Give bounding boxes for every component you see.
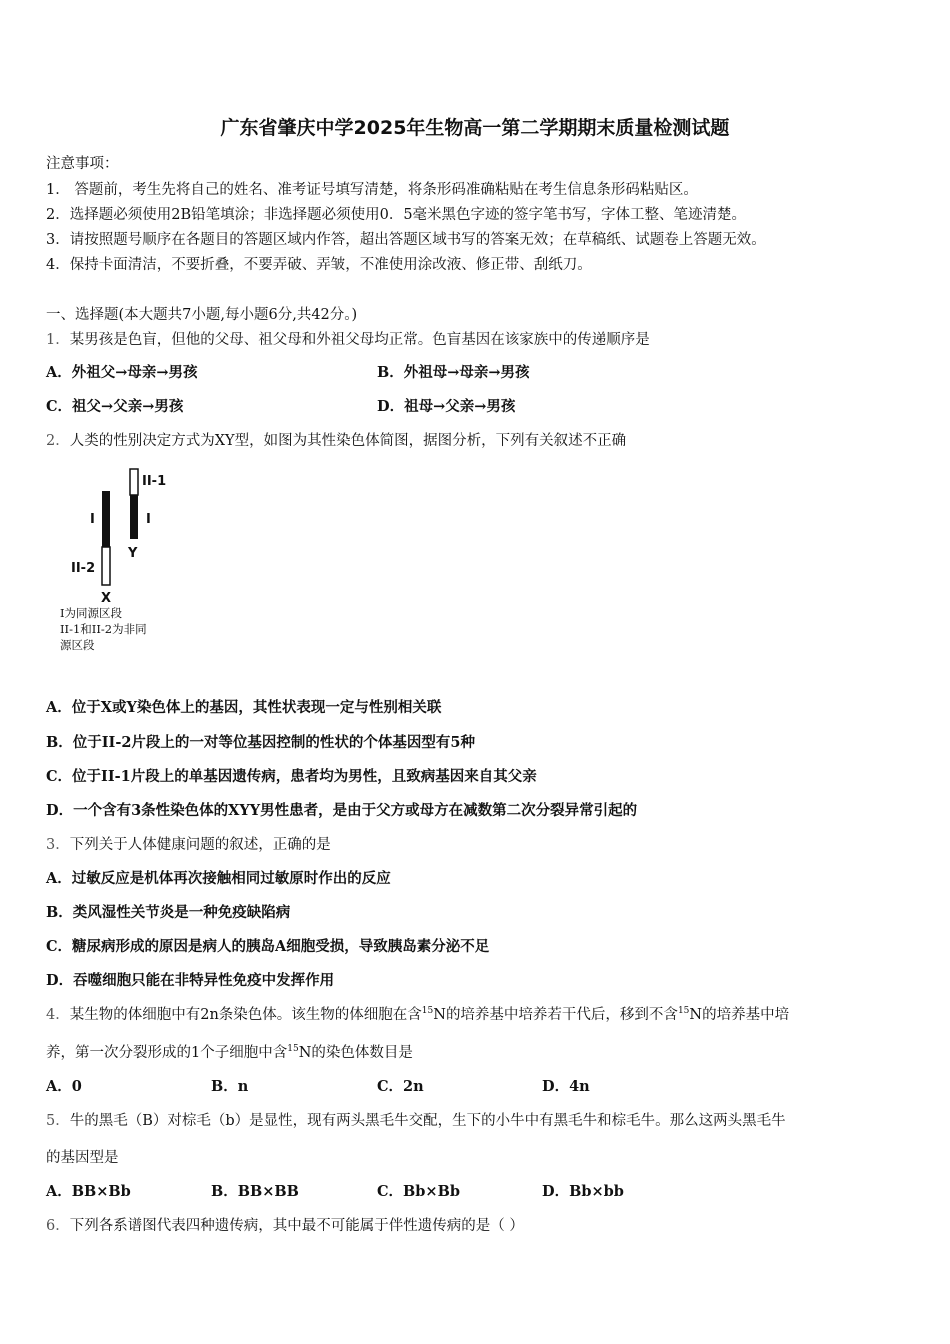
- x-chromosome-nonhomologous-segment: [102, 547, 110, 585]
- question-text: 下列各系谱图代表四种遗传病，其中最不可能属于伴性遗传病的是（ ）: [69, 1218, 524, 1234]
- question-2-stem: [46, 429, 626, 450]
- section-heading: 一、选择题(本大题共7小题,每小题6分,共42分。): [46, 307, 358, 323]
- isotope-mass-number: 15: [287, 1044, 299, 1055]
- q3-option-d: D．吞噬细胞只能在非特异性免疫中发挥作用: [46, 972, 335, 989]
- question-3-stem: [46, 833, 331, 854]
- question-text: 下列关于人体健康问题的叙述，正确的是: [69, 837, 331, 853]
- q5-option-d: D．Bb×bb: [542, 1183, 624, 1200]
- question-1-stem: [46, 328, 650, 349]
- question-text: 某生物的体细胞中有2n条染色体。该生物的体细胞在含: [69, 1007, 422, 1023]
- q4-option-d: D．4n: [542, 1078, 590, 1095]
- q3-option-b: B．类风湿性关节炎是一种免疫缺陷病: [46, 904, 291, 921]
- question-5-stem-continued: 的基因型是: [46, 1150, 119, 1166]
- sex-chromosome-diagram: [60, 465, 200, 665]
- question-text: N的培养基中培养若干代后，移到不含: [433, 1007, 678, 1023]
- isotope-mass-number: 15: [421, 1006, 434, 1017]
- q4-option-c: C．2n: [377, 1078, 424, 1095]
- legend-note-2: II-1和II-2为非同: [60, 622, 147, 636]
- notice-item-2: 2．选择题必须使用2B铅笔填涂；非选择题必须使用0．5毫米黑色字迹的签字笔书写，字体工整、笔迹清楚。: [46, 207, 747, 223]
- q5-option-c: C．Bb×Bb: [377, 1183, 460, 1200]
- label-x: X: [101, 591, 112, 606]
- question-5-stem: [46, 1109, 786, 1130]
- question-4-stem-continued: [46, 1041, 413, 1062]
- q5-option-a: A．BB×Bb: [46, 1183, 131, 1200]
- question-number: 6．: [46, 1218, 70, 1234]
- q2-option-c: C．位于II-1片段上的单基因遗传病，患者均为男性，且致病基因来自其父亲: [46, 768, 537, 785]
- x-chromosome-homologous-segment: [102, 491, 110, 547]
- label-i-y: I: [146, 512, 151, 527]
- label-y: Y: [128, 546, 138, 561]
- question-text: N的培养基中培: [689, 1007, 790, 1023]
- legend-note-3: 源区段: [60, 638, 95, 652]
- label-i-x: I: [90, 512, 95, 527]
- isotope-mass-number: 15: [677, 1006, 690, 1017]
- question-text: 某男孩是色盲，但他的父母、祖父母和外祖父母均正常。色盲基因在该家族中的传递顺序是: [69, 332, 650, 348]
- q1-option-c: C．祖父→父亲→男孩: [46, 398, 184, 415]
- question-number: 5．: [46, 1113, 70, 1129]
- q4-option-b: B．n: [211, 1078, 249, 1095]
- q3-option-c: C．糖尿病形成的原因是病人的胰岛A细胞受损，导致胰岛素分泌不足: [46, 938, 490, 955]
- question-6-stem: [46, 1214, 524, 1235]
- q1-option-d: D．祖母→父亲→男孩: [377, 398, 516, 415]
- page-title: 广东省肇庆中学2025年生物高一第二学期期末质量检测试题: [220, 117, 730, 139]
- question-number: 4．: [46, 1007, 70, 1023]
- q2-option-d: D．一个含有3条性染色体的XYY男性患者，是由于父方或母方在减数第二次分裂异常引起的: [46, 802, 638, 819]
- question-4-stem: [46, 1003, 789, 1024]
- notice-item-4: 4．保持卡面清洁，不要折叠，不要弄破、弄皱，不准使用涂改液、修正带、刮纸刀。: [46, 257, 592, 273]
- q2-option-b: B．位于II-2片段上的一对等位基因控制的性状的个体基因型有5种: [46, 734, 476, 751]
- question-text: N的染色体数目是: [298, 1045, 413, 1061]
- q2-option-a: A．位于X或Y染色体上的基因，其性状表现一定与性别相关联: [46, 699, 442, 716]
- notice-item-3: 3．请按照题号顺序在各题目的答题区域内作答，超出答题区域书写的答案无效；在草稿纸、试题卷上答题无效。: [46, 232, 766, 248]
- y-chromosome-nonhomologous-segment: [130, 469, 138, 495]
- q1-option-b: B．外祖母→母亲→男孩: [377, 364, 530, 381]
- question-number: 3．: [46, 837, 70, 853]
- question-text: 人类的性别决定方式为XY型，如图为其性染色体简图，据图分析，下列有关叙述不正确: [69, 433, 627, 449]
- question-text: 养，第一次分裂形成的1个子细胞中含: [46, 1045, 288, 1061]
- notice-heading: 注意事项：: [46, 156, 119, 172]
- notice-item-1: 1． 答题前，考生先将自己的姓名、准考证号填写清楚，将条形码准确粘贴在考生信息条形码粘贴区。: [46, 182, 698, 198]
- label-ii-2: II-2: [71, 561, 96, 576]
- q3-option-a: A．过敏反应是机体再次接触相同过敏原时作出的反应: [46, 870, 391, 887]
- q1-option-a: A．外祖父→母亲→男孩: [46, 364, 198, 381]
- q4-option-a: A．0: [46, 1078, 82, 1095]
- question-number: 2．: [46, 433, 70, 449]
- question-number: 1．: [46, 332, 70, 348]
- legend-note-1: I为同源区段: [60, 606, 123, 620]
- question-text: 牛的黑毛（B）对棕毛（b）是显性，现有两头黑毛牛交配，生下的小牛中有黑毛牛和棕毛牛。那么这两头黑毛牛: [69, 1113, 786, 1129]
- q5-option-b: B．BB×BB: [211, 1183, 299, 1200]
- y-chromosome-homologous-segment: [130, 495, 138, 539]
- label-ii-1: II-1: [142, 474, 167, 489]
